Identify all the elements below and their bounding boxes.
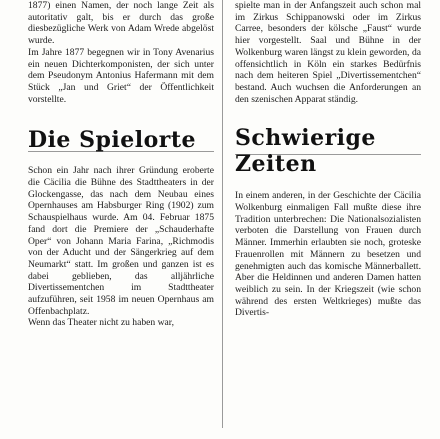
column-divider — [222, 0, 223, 428]
section-heading-spielorte: Die Spielorte — [28, 127, 196, 154]
left-column — [28, 0, 214, 329]
paragraph: In einem anderen, in der Geschichte der Cäcilia Wolkenburg einmaligen Fall mußte diese ihre Tradition unterbrechen: Die Nationalsozialisten verboten die Darstellung von Frauen durch Männer. Immerhin erlaubten sie noch, groteske Frauenrollen mit Männern zu besetzen und genehmigten auch das komische Männerballett. Aber die Heldinnen und anderen Damen hatten weiblich zu sein. In der Kriegszeit (wie schon während des ersten Weltkrieges) mußte das Divertis- — [235, 190, 421, 319]
section-heading-schwierige-zeiten — [235, 125, 421, 177]
paragraph: Wenn das Theater nicht zu haben war, — [28, 317, 174, 329]
paragraph: 1877) einen Namen, der noch lange Zeit als autoritativ galt, bis er durch das große diesbezügliche Werk von Adam Wrede abgelöst wurde. — [28, 0, 214, 47]
paragraph: Schon ein Jahr nach ihrer Gründung eroberte die Cäcilia die Bühne des Stadttheaters in der Glockengasse, das nach dem Neubau eines Opernhauses am Habsburger Ring (1902) zum Schauspielhaus wurde. Am 04. Februar 1875 fand dort die Premiere der „Schauderhafte Oper“ von Johann Maria Farina, „Richmodis von der Aducht und der Sängerkrieg auf dem Neumarkt“ statt. Im großen und ganzen ist es dabei geblieben, das alljährliche Divertissementchen im Stadttheater aufzuführen, seit 1958 im neuen Opernhaus am Offenbachplatz. — [28, 165, 214, 317]
heading-line: Zeiten — [235, 151, 317, 178]
paragraph: spielte man in der Anfangszeit auch schon mal im Zirkus Schippanowski oder im Zirkus Carree, besonders der kölsche „Faust“ wurde hier vorgestellt. Saal und Bühne in der Wolkenburg waren längst zu klein geworden, da offensichtlich in Köln ein starkes Bedürfnis nach dem heiteren Spiel „Divertissementchen“ bestand. Auch wuchsen die Anforderungen an den szenischen Apparat ständig. — [235, 0, 421, 105]
heading-line: Schwierige — [235, 125, 376, 152]
paragraph: Im Jahre 1877 begegnen wir in Tony Avenarius ein neuen Dichterkomponisten, der sich unter dem Pseudonym Antonius Hafermann mit dem Stück „Jan und Griet“ der Öffentlichkeit vorstellte. — [28, 46, 214, 105]
right-column — [235, 0, 421, 319]
